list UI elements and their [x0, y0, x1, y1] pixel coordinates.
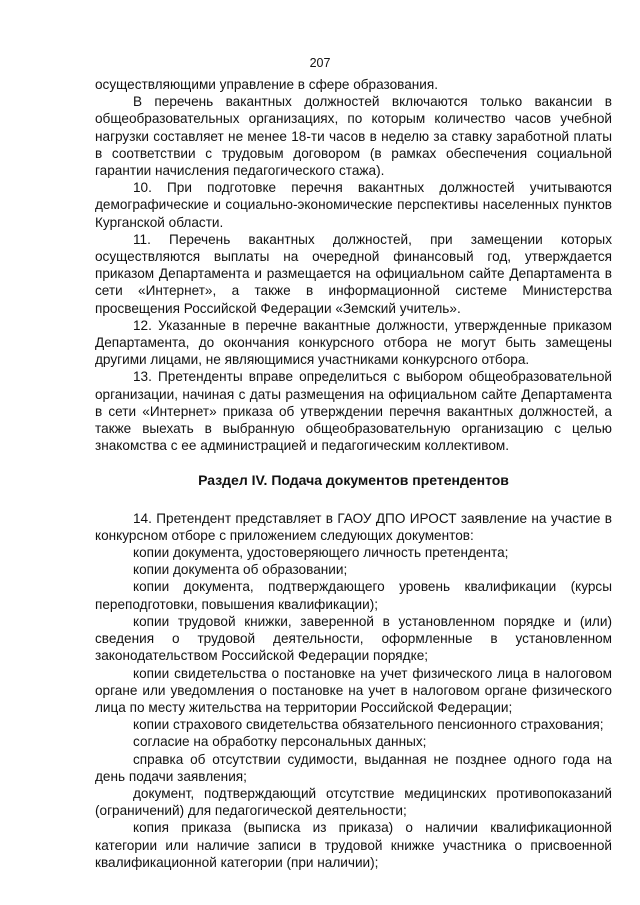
list-item: копии свидетельства о постановке на учет физического лица в налоговом органе или уведомления о постановке на учет в налоговом органе физического лица по месту жительства на территории Российской Федерации;: [95, 665, 612, 715]
paragraph-vacancy-criteria: В перечень вакантных должностей включаются только вакансии в общеобразовательных организациях, по которым количество часов учебной нагрузки составляет не менее 18-ти часов в неделю за ставку заработной платы в соответствии с трудовым договором (в рамках обеспечения социальной гарантии начисления педагогического стажа).: [95, 94, 612, 179]
list-item: согласие на обработку персональных данных;: [133, 734, 427, 750]
paragraph-14: 14. Претендент представляет в ГАОУ ДПО ИРОСТ заявление на участие в конкурсном отборе с приложением следующих документов:: [95, 510, 612, 543]
list-item: копия приказа (выписка из приказа) о наличии квалификационной категории или наличие записи в трудовой книжке участника о присвоенной квалификационной категории (при наличии);: [95, 820, 612, 870]
paragraph-10: 10. При подготовке перечня вакантных должностей учитываются демографические и социально-экономические перспективы населенных пунктов Курганской области.: [95, 180, 612, 230]
list-item: копии трудовой книжки, заверенной в установленном порядке и (или) сведения о трудовой деятельности, оформленные в установленном законодательством Российской Федерации порядке;: [95, 613, 612, 664]
section-heading: Раздел IV. Подача документов претендентов: [198, 472, 509, 489]
list-item: копии страхового свидетельства обязательного пенсионного страхования;: [133, 717, 604, 733]
list-item: документ, подтверждающий отсутствие медицинских противопоказаний (ограничений) для педагогической деятельности;: [95, 785, 612, 819]
list-item: копии документа об образовании;: [133, 562, 348, 578]
document-body: [95, 76, 612, 871]
paragraph-11: 11. Перечень вакантных должностей, при замещении которых осуществляются выплаты на очередной финансовый год, утверждается приказом Департамента и размещается на официальном сайте Департамента в сети «Интернет», а также в информационной системе Министерства просвещения Российской Федерации «Земский учитель».: [95, 231, 612, 316]
paragraph-12: 12. Указанные в перечне вакантные должности, утвержденные приказом Департамента, до окончания конкурсного отбора не могут быть замещены другими лицами, не являющимися участниками конкурсного отбора.: [95, 317, 612, 368]
paragraph-continuation: осуществляющими управление в сфере образования.: [95, 77, 439, 92]
paragraph-13: 13. Претенденты вправе определиться с выбором общеобразовательной организации, начиная с даты размещения на официальном сайте Департамента в сети «Интернет» приказа об утверждении перечня вакантных должностей, а также выехать в выбранную общеобразовательную организацию с целью знакомства с ее администрацией и педагогическим коллективом.: [95, 369, 612, 454]
list-item: копии документа, удостоверяющего личность претендента;: [133, 545, 509, 561]
page-number: 207: [309, 56, 331, 70]
list-item: копии документа, подтверждающего уровень квалификации (курсы переподготовки, повышения квалификации);: [95, 579, 612, 612]
list-item: справка об отсутствии судимости, выданная не позднее одного года на день подачи заявления;: [95, 751, 612, 784]
